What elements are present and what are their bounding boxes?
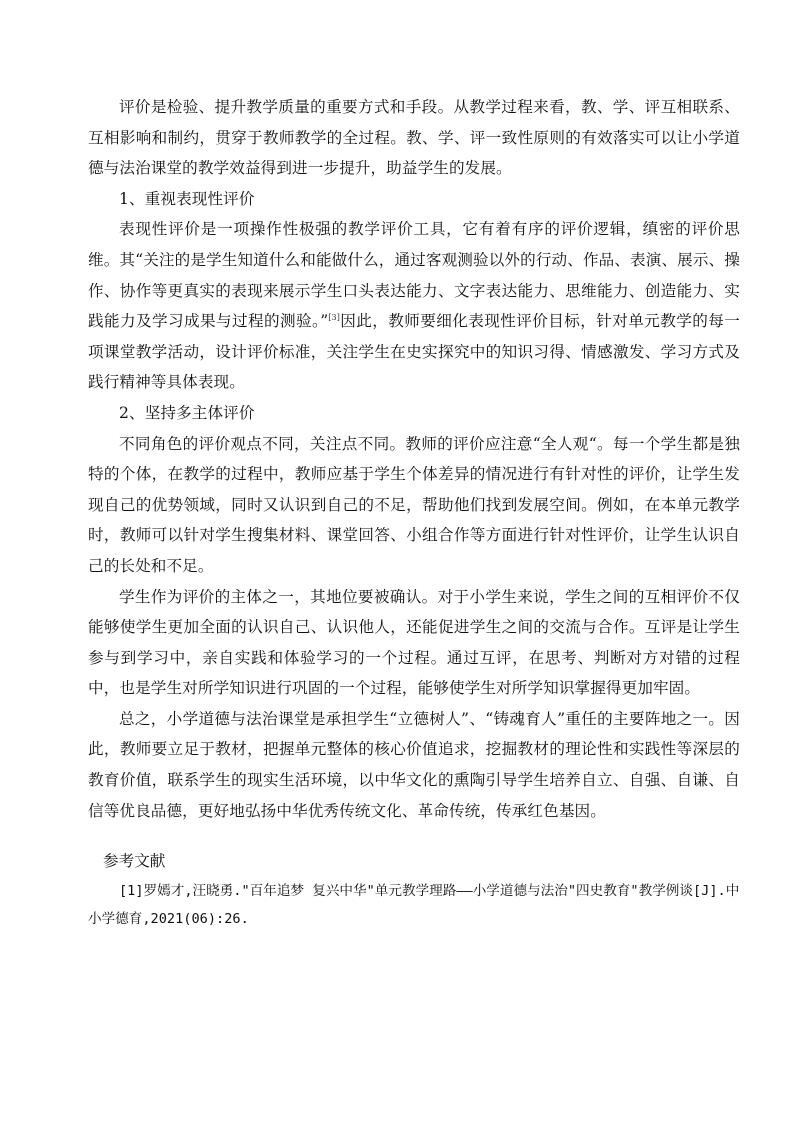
section-heading-2: 2、坚持多主体评价 [119, 403, 255, 422]
reference-item: [1]罗嫣才,汪晓勇."百年追梦 复兴中华"单元教学理路——小学道德与法治"四史教育"教学例谈[J].中小学德育,2021(06):26. [88, 882, 740, 927]
performance-evaluation-paragraph [88, 214, 740, 398]
intro-paragraph: 评价是检验、提升教学质量的重要方式和手段。从教学过程来看，教、学、评互相联系、互相影响和制约，贯穿于教师教学的全过程。教、学、评一致性原则的有效落实可以让小学道德与法治课堂的教学效益得到进一步提升，助益学生的发展。 [88, 98, 740, 178]
conclusion-paragraph: 总之，小学道德与法治课堂是承担学生“立德树人”、“铸魂育人”重任的主要阵地之一。因此，教师要立足于教材，把握单元整体的核心价值追求，挖掘教材的理论性和实践性等深层的教育价值，联系学生的现实生活环境，以中华文化的熏陶引导学生培养自立、自强、自谦、自信等优良品德，更好地弘扬中华优秀传统文化、革命传统，传承红色基因。 [88, 709, 740, 820]
document-body [88, 92, 740, 933]
peer-evaluation-paragraph: 学生作为评价的主体之一，其地位要被确认。对于小学生来说，学生之间的互相评价不仅能够使学生更加全面的认识自己、认识他人，还能促进学生之间的交流与合作。互评是让学生参与到学习中，亲自实践和体验学习的一个过程。通过互评，在思考、判断对方对错的过程中，也是学生对所学知识进行巩固的一个过程，能够使学生对所学知识掌握得更加牢固。 [88, 587, 740, 698]
references-title: 参考文献 [103, 852, 166, 871]
multi-subject-paragraph: 不同角色的评价观点不同，关注点不同。教师的评价应注意“全人观“。每一个学生都是独特的个体，在教学的过程中，教师应基于学生个体差异的情况进行有针对性的评价，让学生发现自己的优势领域，同时又认识到自己的不足，帮助他们找到发展空间。例如，在本单元教学时，教师可以针对学生搜集材料、课堂回答、小组合作等方面进行针对性评价，让学生认识自己的长处和不足。 [88, 434, 740, 575]
paragraph-text: 表现性评价是一项操作性极强的教学评价工具，它有着有序的评价逻辑，缜密的评价思维。其“关注的是学生知道什么和能做什么，通过客观测验以外的行动、作品、表演、展示、操作、协作等更真实的表现来展示学生口头表达能力、文字表达能力、思维能力、创造能力、实践能力及学习成果与过程的测验。” [88, 220, 740, 331]
references-section [88, 846, 740, 933]
citation-marker: [3] [328, 312, 340, 322]
paragraph-text: 因此，教师要细化表现性评价目标，针对单元教学的每一项课堂教学活动，设计评价标准，关注学生在史实探究中的知识习得、情感激发、学习方式及践行精神等具体表现。 [88, 312, 740, 392]
section-heading-1: 1、重视表现性评价 [119, 189, 255, 208]
